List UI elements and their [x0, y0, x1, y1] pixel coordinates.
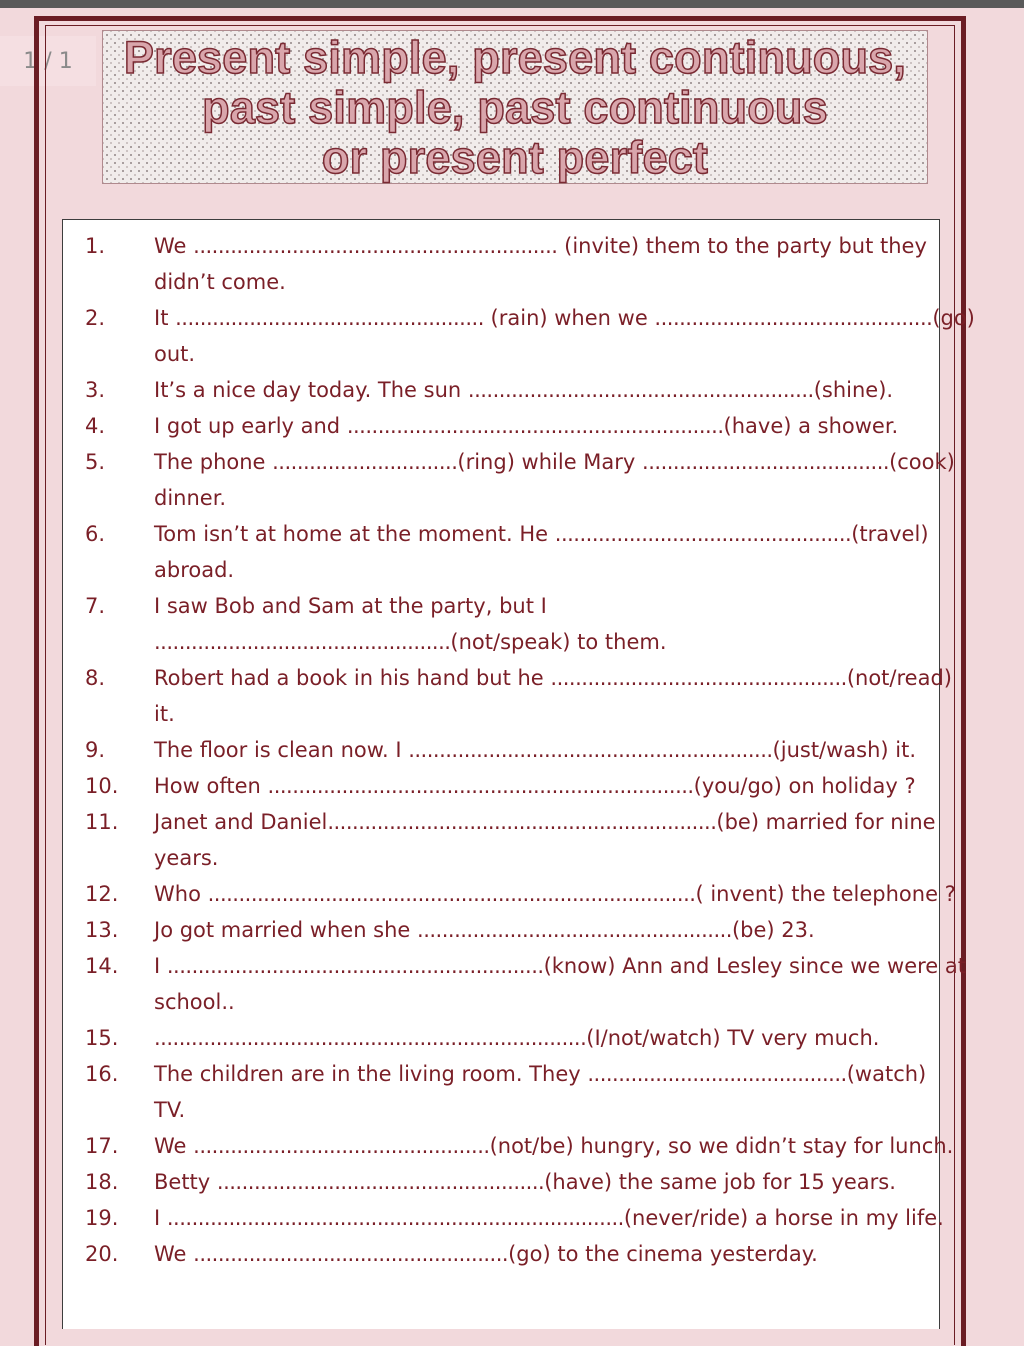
continuation-text: years. — [154, 846, 219, 870]
exercise-list — [62, 219, 975, 1329]
verb-prompt: (know) Ann and Lesley since we were at — [543, 954, 966, 978]
exercise-number: 13. — [85, 918, 119, 942]
verb-prompt: (watch) — [846, 1062, 927, 1086]
exercise-sentence — [154, 1056, 927, 1092]
sentence-start: How often — [154, 774, 268, 798]
exercise-sentence — [154, 1236, 924, 1272]
sentence-start: I got up early and — [154, 414, 347, 438]
answer-blank[interactable]: .......................................................................... — [166, 1206, 624, 1230]
exercise-sentence — [154, 948, 966, 984]
page-indicator: 1 / 1 — [0, 36, 96, 86]
exercise-sentence — [154, 300, 975, 336]
title-line-1: Present simple, present continuous, — [123, 32, 907, 83]
sentence-continuation — [154, 264, 286, 300]
exercise-number: 7. — [85, 594, 106, 618]
answer-blank[interactable]: ................................................ — [193, 1134, 490, 1158]
sentence-continuation — [154, 336, 195, 372]
sentence-start: I — [154, 1206, 167, 1230]
verb-prompt: (not/read) — [846, 666, 952, 690]
title-line-2: past simple, past continuous — [202, 82, 828, 133]
exercise-number: 11. — [85, 810, 119, 834]
verb-prompt: (go) to the cinema yesterday. — [508, 1242, 818, 1266]
exercise-number: 1. — [85, 234, 106, 258]
continuation-text: school.. — [154, 990, 235, 1014]
continuation-text: dinner. — [154, 486, 227, 510]
exercise-number: 2. — [85, 306, 106, 330]
exercise-number: 17. — [85, 1134, 119, 1158]
exercise-sentence — [154, 768, 924, 804]
exercise-number: 8. — [85, 666, 106, 690]
verb-prompt: (have) a shower. — [723, 414, 899, 438]
answer-blank[interactable]: ........................................ — [642, 450, 890, 474]
exercise-number: 9. — [85, 738, 106, 762]
continuation-text: it. — [154, 702, 175, 726]
sentence-start: I — [154, 954, 167, 978]
sentence-continuation — [154, 552, 234, 588]
exercise-sentence — [154, 444, 955, 480]
sentence-start: Betty — [154, 1170, 217, 1194]
continuation-text: abroad. — [154, 558, 235, 582]
exercise-number: 14. — [85, 954, 119, 978]
exercise-sentence — [154, 1020, 924, 1056]
verb-prompt: (be) 23. — [731, 918, 815, 942]
sentence-continuation — [154, 1092, 185, 1128]
exercise-sentence — [154, 1128, 954, 1164]
answer-blank[interactable]: ..................................................... — [216, 1170, 545, 1194]
verb-prompt: ( invent) the telephone ? — [695, 882, 956, 906]
exercise-number: 16. — [85, 1062, 119, 1086]
sentence-start: Who — [154, 882, 208, 906]
exercise-number: 10. — [85, 774, 119, 798]
exercise-sentence — [154, 912, 924, 948]
verb-prompt: (never/ride) a horse in my life. — [623, 1206, 944, 1230]
answer-blank[interactable]: ........................................................ — [467, 378, 814, 402]
sentence-continuation — [154, 696, 175, 732]
verb-prompt: (be) married for nine — [716, 810, 936, 834]
answer-blank[interactable]: ................................................ — [554, 522, 852, 546]
continuation-text: out. — [154, 342, 196, 366]
answer-blank[interactable]: ............................................................. — [166, 954, 544, 978]
verb-prompt: (invite) them to the party but they — [557, 234, 927, 258]
exercise-sentence — [154, 804, 936, 840]
exercise-sentence — [154, 732, 924, 768]
viewer-top-bar — [0, 0, 1024, 8]
verb-prompt: (just/wash) it. — [772, 738, 917, 762]
title-line-3: or present perfect — [321, 132, 709, 183]
sentence-start: It — [154, 306, 176, 330]
worksheet-title-banner — [102, 30, 928, 184]
exercise-sentence — [154, 876, 956, 912]
sentence-start: Robert had a book in his hand but he — [154, 666, 551, 690]
answer-blank[interactable]: ............................................................... — [327, 810, 717, 834]
verb-prompt: (ring) while Mary — [457, 450, 643, 474]
exercise-number: 6. — [85, 522, 106, 546]
sentence-continuation — [154, 480, 226, 516]
sentence-start: We — [154, 1242, 194, 1266]
sentence-start: It’s a nice day today. The sun — [154, 378, 468, 402]
sentence-start: I saw Bob and Sam at the party, but I — [154, 594, 547, 618]
answer-blank[interactable]: .............................. — [272, 450, 458, 474]
answer-blank[interactable]: ...................................................................... — [154, 1026, 587, 1050]
verb-prompt: (cook) — [889, 450, 955, 474]
sentence-start: We — [154, 1134, 194, 1158]
exercise-sentence — [154, 228, 927, 264]
answer-blank[interactable]: ................................................... — [417, 918, 732, 942]
sentence-start: Janet and Daniel — [154, 810, 328, 834]
answer-blank[interactable]: ............................................. — [654, 306, 933, 330]
sentence-start: The children are in the living room. They — [154, 1062, 588, 1086]
verb-prompt: (I/not/watch) TV very much. — [586, 1026, 880, 1050]
verb-prompt: (go) — [932, 306, 975, 330]
exercise-number: 5. — [85, 450, 106, 474]
sentence-start: The phone — [154, 450, 273, 474]
verb-prompt: (shine). — [813, 378, 894, 402]
answer-blank[interactable]: ........................................................... — [193, 234, 558, 258]
answer-blank[interactable]: ............................................................. — [346, 414, 724, 438]
sentence-continuation — [154, 624, 667, 660]
verb-prompt: (travel) — [851, 522, 929, 546]
exercise-sentence — [154, 1200, 944, 1236]
answer-blank[interactable]: ..................................................................... — [267, 774, 694, 798]
verb-prompt: (have) the same job for 15 years. — [544, 1170, 896, 1194]
sentence-continuation — [154, 840, 218, 876]
verb-prompt: (rain) when we — [483, 306, 655, 330]
sentence-start: The floor is clean now. I — [154, 738, 409, 762]
answer-blank[interactable]: ................................................ — [154, 630, 451, 654]
answer-blank[interactable]: .................................................. — [175, 306, 484, 330]
continuation-text: (not/speak) to them. — [450, 630, 667, 654]
exercise-number: 15. — [85, 1026, 119, 1050]
answer-blank[interactable]: .......................................... — [587, 1062, 847, 1086]
verb-prompt: (not/be) hungry, so we didn’t stay for lunch. — [489, 1134, 954, 1158]
exercise-number: 19. — [85, 1206, 119, 1230]
exercise-sentence — [154, 588, 924, 624]
verb-prompt: (you/go) on holiday ? — [693, 774, 916, 798]
sentence-start: Tom isn’t at home at the moment. He — [154, 522, 555, 546]
exercise-number: 20. — [85, 1242, 119, 1266]
answer-blank[interactable]: ............................................................................... — [207, 882, 696, 906]
answer-blank[interactable]: ................................................... — [193, 1242, 509, 1266]
continuation-text: didn’t come. — [154, 270, 286, 294]
exercise-number: 3. — [85, 378, 106, 402]
continuation-text: TV. — [154, 1098, 186, 1122]
sentence-continuation — [154, 984, 235, 1020]
sentence-start: Jo got married when she — [154, 918, 418, 942]
answer-blank[interactable]: ................................................ — [550, 666, 847, 690]
answer-blank[interactable]: ........................................................... — [408, 738, 773, 762]
exercise-sentence — [154, 372, 924, 408]
sentence-start: We — [154, 234, 194, 258]
exercise-number: 18. — [85, 1170, 119, 1194]
exercise-number: 4. — [85, 414, 106, 438]
exercise-sentence — [154, 408, 924, 444]
exercise-number: 12. — [85, 882, 119, 906]
exercise-sentence — [154, 1164, 924, 1200]
exercise-sentence — [154, 516, 929, 552]
exercise-sentence — [154, 660, 952, 696]
